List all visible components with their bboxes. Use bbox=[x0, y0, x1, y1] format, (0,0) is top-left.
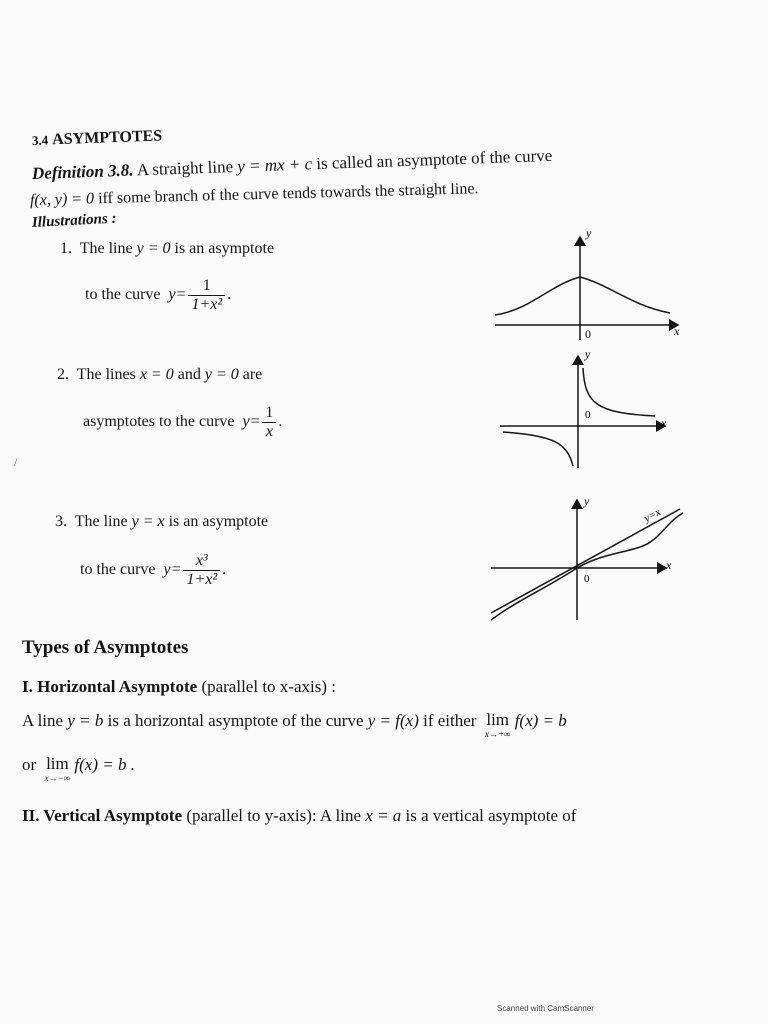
graph-2-origin: 0 bbox=[585, 409, 591, 421]
vertical-title: II. Vertical Asymptote bbox=[22, 806, 183, 825]
graph-3-asymptote-label: y=x bbox=[642, 506, 663, 525]
illustration-1-y: y= bbox=[168, 286, 187, 304]
graph-3-x-label: x bbox=[666, 558, 672, 572]
illustration-2-line-b bbox=[83, 404, 282, 440]
vertical-paren: (parallel to y-axis): bbox=[186, 806, 317, 825]
definition-rest: is called an asymptote of the curve bbox=[316, 145, 553, 174]
illustration-2-and: and bbox=[177, 366, 201, 383]
h-limit-2-label: lim bbox=[46, 754, 69, 773]
definition-text: A straight line bbox=[136, 156, 234, 180]
horizontal-heading bbox=[22, 677, 336, 697]
section-title: ASYMPTOTES bbox=[51, 127, 163, 149]
graph-1-origin: 0 bbox=[585, 327, 591, 341]
illustration-3-eq: y = x bbox=[131, 513, 165, 530]
graph-2-curve-positive bbox=[583, 368, 655, 416]
illustration-3-end: . bbox=[222, 561, 227, 579]
section-heading bbox=[32, 127, 163, 150]
horizontal-title: I. Horizontal Asymptote bbox=[22, 677, 198, 696]
illustration-2-number: 2. bbox=[57, 366, 69, 383]
h-eq: y = b bbox=[67, 711, 104, 730]
h-mid: is a horizontal asymptote of the curve bbox=[107, 711, 364, 730]
graph-1 bbox=[490, 225, 690, 345]
illustration-1-number: 1. bbox=[60, 240, 72, 257]
illustration-2-y: y= bbox=[242, 413, 261, 431]
h-limit-2-sub: x→−∞ bbox=[44, 773, 71, 783]
h-limit-2 bbox=[45, 755, 70, 783]
graph-2-curve-negative bbox=[503, 432, 573, 466]
graph-1-curve bbox=[495, 277, 670, 315]
h-limit-1 bbox=[485, 711, 510, 739]
graph-3-curve bbox=[491, 513, 683, 620]
illustration-2-end: . bbox=[278, 413, 283, 431]
h-line-start: A line bbox=[22, 711, 64, 730]
definition-function: f(x, y) = 0 bbox=[29, 190, 95, 209]
illustration-3-line-a bbox=[55, 513, 268, 531]
h-or: or bbox=[22, 755, 37, 774]
v-eq: x = a bbox=[365, 806, 402, 825]
section-number: 3.4 bbox=[31, 132, 49, 148]
illustration-1-end: . bbox=[227, 286, 232, 304]
graph-2-x-label: x bbox=[661, 416, 667, 430]
illustration-3-curve-text: to the curve bbox=[80, 561, 156, 579]
illustration-3-y: y= bbox=[163, 561, 182, 579]
illustration-2-eq-b: y = 0 bbox=[204, 366, 239, 383]
illustration-1-numerator: 1 bbox=[188, 277, 225, 296]
graph-1-x-label: x bbox=[674, 324, 680, 338]
illustration-2-numerator: 1 bbox=[262, 404, 276, 423]
illustration-2-fraction bbox=[262, 404, 276, 440]
horizontal-definition bbox=[22, 711, 567, 739]
h-limit-1-expr: f(x) = b bbox=[514, 711, 567, 730]
illustration-1-rest: is an asymptote bbox=[174, 240, 275, 257]
definition-label: Definition 3.8. bbox=[31, 160, 134, 183]
illustration-1-denominator: 1+x² bbox=[191, 295, 223, 313]
illustration-3-number: 3. bbox=[55, 513, 67, 530]
types-heading: Types of Asymptotes bbox=[22, 637, 189, 658]
graph-3-y-label: y bbox=[584, 495, 590, 508]
graph-2 bbox=[495, 348, 685, 473]
illustration-1-line-a bbox=[60, 240, 274, 258]
illustration-1-text: The line bbox=[79, 240, 133, 257]
illustrations-label: Illustrations : bbox=[31, 210, 117, 231]
illustration-1-eq: y = 0 bbox=[136, 240, 171, 257]
h-limit-1-label: lim bbox=[486, 710, 510, 729]
scanner-footer: Scanned with CamScanner bbox=[497, 1004, 594, 1013]
h-limit-2-expr: f(x) = b . bbox=[74, 755, 135, 774]
h-limit-1-sub: x→+∞ bbox=[484, 729, 511, 739]
illustration-3-denominator: 1+x² bbox=[186, 570, 218, 588]
illustration-2-denominator: x bbox=[265, 422, 273, 440]
illustration-2-text: The lines bbox=[76, 366, 136, 383]
illustration-2-curve-text: asymptotes to the curve bbox=[83, 413, 235, 431]
horizontal-paren: (parallel to x-axis) : bbox=[201, 677, 336, 696]
illustration-1-curve-text: to the curve bbox=[85, 286, 161, 304]
graph-2-y-label: y bbox=[585, 348, 591, 361]
graph-3-origin: 0 bbox=[584, 573, 590, 585]
v-line-start: A line bbox=[319, 806, 362, 825]
illustration-3-line-b bbox=[80, 552, 226, 588]
definition-line-1 bbox=[32, 146, 553, 184]
graph-1-y-label: y bbox=[586, 226, 592, 240]
horizontal-or-line bbox=[22, 755, 135, 783]
illustration-3-numerator: x³ bbox=[183, 552, 220, 571]
graph-3 bbox=[488, 495, 688, 625]
illustration-1-line-b bbox=[85, 277, 231, 313]
illustration-3-text: The line bbox=[74, 513, 128, 530]
illustration-3-fraction bbox=[183, 552, 220, 588]
v-rest: is a vertical asymptote of bbox=[405, 806, 577, 825]
illustration-2-eq-a: x = 0 bbox=[139, 366, 174, 383]
illustration-1-fraction bbox=[188, 277, 225, 313]
vertical-definition bbox=[22, 806, 576, 826]
h-either: if either bbox=[423, 711, 477, 730]
illustration-3-rest: is an asymptote bbox=[168, 513, 269, 530]
illustration-2-rest: are bbox=[242, 366, 263, 383]
definition-line-2 bbox=[30, 180, 479, 210]
stray-mark: / bbox=[14, 455, 18, 469]
definition-line2-rest: iff some branch of the curve tends towards the straight line. bbox=[97, 180, 479, 208]
graph-3-asymptote-line bbox=[491, 509, 680, 613]
definition-equation: y = mx + c bbox=[236, 154, 313, 176]
h-curve: y = f(x) bbox=[367, 711, 419, 730]
illustration-2-line-a bbox=[57, 366, 262, 384]
